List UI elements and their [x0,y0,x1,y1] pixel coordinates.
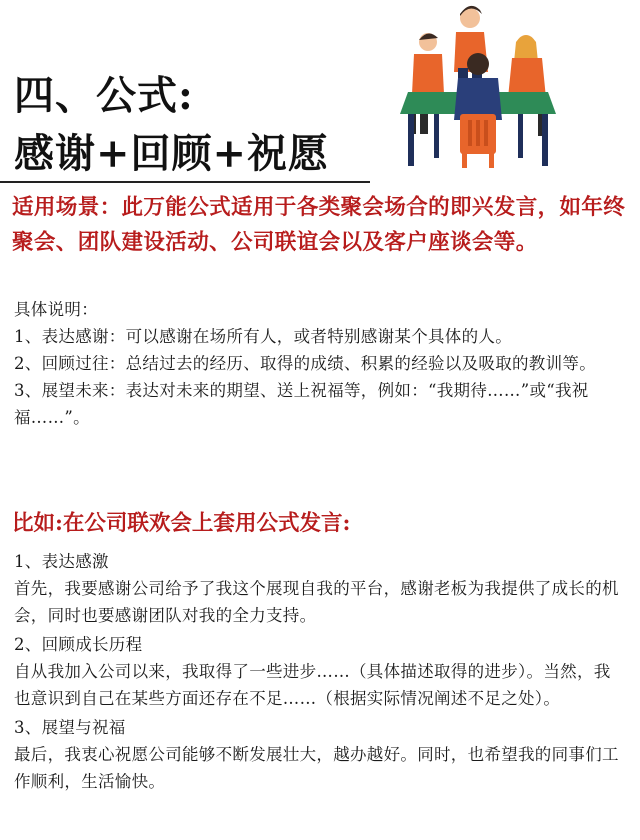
title-underline-divider [0,181,370,183]
step-title: 2、回顾成长历程 [14,635,143,654]
details-section [14,296,626,431]
example-heading: 比如:在公司联欢会上套用公式发言: [12,511,351,536]
step-title: 3、展望与祝福 [14,718,126,737]
step-body: 自从我加入公司以来，我取得了一些进步……（具体描述取得的进步）。当然，我也意识到自己在某些方面还存在不足……（根据实际情况阐述不足之处）。 [14,662,611,708]
seated-person-right-figure [508,35,546,136]
step-body: 首先，我要感谢公司给予了我这个展现自我的平台，感谢老板为我提供了成长的机会，同时也要感谢团队对我的全力支持。 [14,579,619,625]
details-item: 3、展望未来：表达对未来的期望、送上祝福等，例如：“我期待……”或“我祝福……”。 [14,381,589,427]
details-heading: 具体说明： [14,300,98,319]
details-item: 2、回顾过往：总结过去的经历、取得的成绩、积累的经验以及吸取的教训等。 [14,354,596,373]
step-title: 1、表达感激 [14,552,109,571]
meeting-table-illustration [398,2,558,170]
page-title-line2: 感谢+回顾+祝愿 [14,130,330,177]
details-item: 1、表达感谢：可以感谢在场所有人，或者特别感谢某个具体的人。 [14,327,512,346]
applicable-scene-paragraph: 适用场景：此万能公式适用于各类聚会场合的即兴发言，如年终聚会、团队建设活动、公司联谊会以及客户座谈会等。 [12,195,626,255]
step-body: 最后，我衷心祝愿公司能够不断发展壮大，越办越好。同时，也希望我的同事们工作顺利，生活愉快。 [14,745,619,791]
page-title-line1: 四、公式: [14,72,194,119]
example-steps-section [14,546,626,795]
